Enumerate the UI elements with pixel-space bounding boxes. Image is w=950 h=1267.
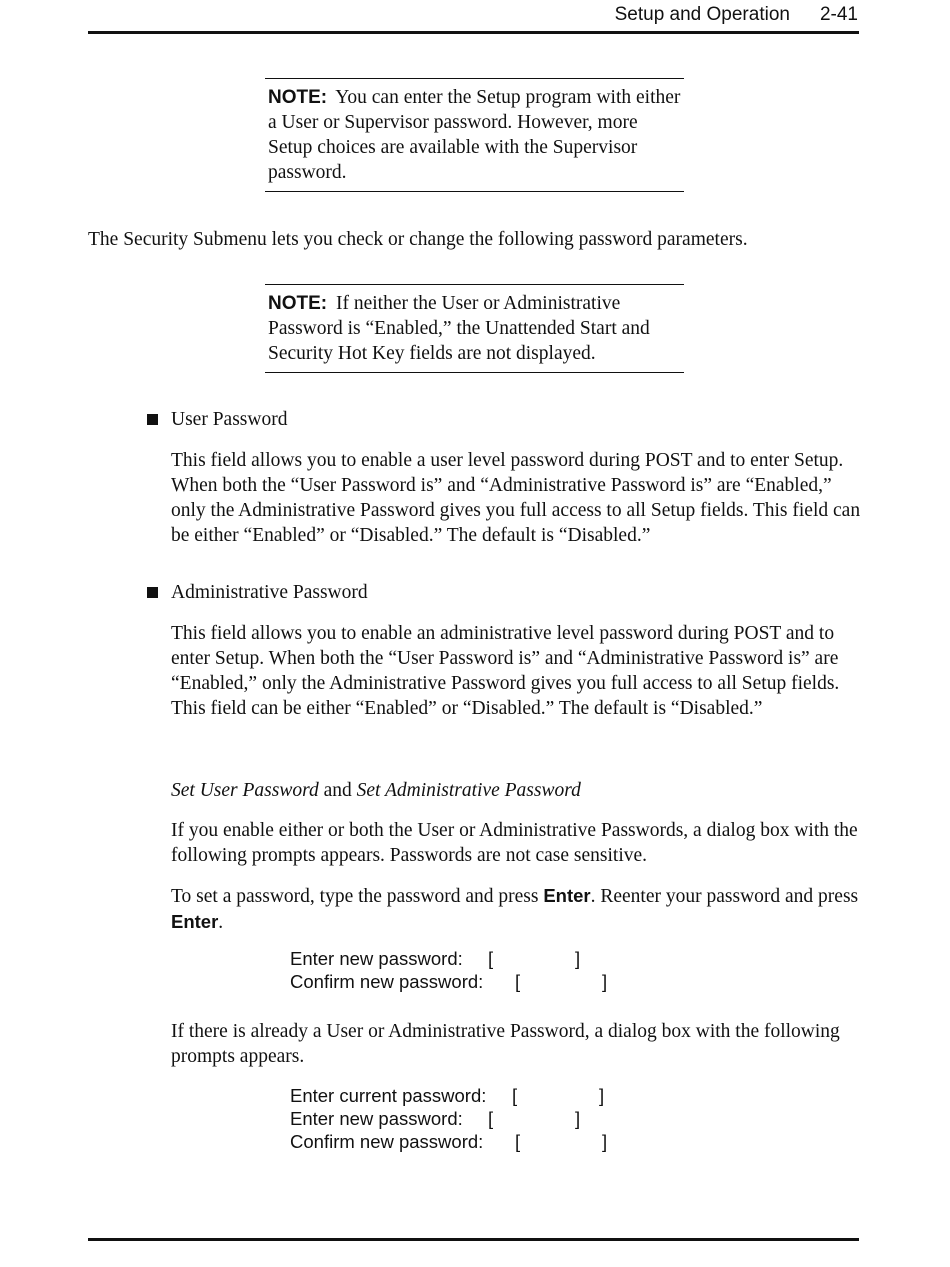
prompt-enter-new-password — [290, 947, 581, 970]
bullet-square-icon — [147, 587, 158, 598]
item-title-admin-password: Administrative Password — [171, 582, 368, 603]
prompt-bracket-close: ] — [602, 1131, 608, 1152]
intro-paragraph: The Security Submenu lets you check or change the following password parameters. — [88, 229, 748, 250]
prompt-bracket-open: [ — [488, 1108, 494, 1129]
set-password-heading — [171, 778, 581, 803]
bullet-square-icon — [147, 414, 158, 425]
para-enable-prompts: If you enable either or both the User or Administrative Passwords, a dialog box with the following prompts appears. Passwords are not case sensitive. — [171, 820, 858, 866]
para-set-password — [171, 883, 861, 935]
prompt-label: Confirm new password: — [290, 971, 484, 992]
note-box-supervisor — [265, 78, 684, 192]
footer-rule — [88, 1238, 859, 1241]
header-rule — [88, 31, 859, 34]
prompt-label: Enter new password: — [290, 1108, 463, 1129]
para-existing-password: If there is already a User or Administrative Password, a dialog box with the following prompts appears. — [171, 1021, 840, 1067]
prompt-confirm-new-password — [290, 970, 608, 993]
prompt-bracket-open: [ — [512, 1085, 518, 1106]
page-number: 2-41 — [819, 4, 858, 25]
prompt-enter-new-password — [290, 1107, 581, 1130]
item-title-user-password: User Password — [171, 409, 288, 430]
para-set-text1: To set a password, type the password and press — [171, 886, 539, 907]
note-text: You can enter the Setup program with either a User or Supervisor password. However, more Setup choices are available with the Supervisor password. — [268, 87, 681, 183]
prompt-label: Enter new password: — [290, 948, 463, 969]
enter-key-label: Enter — [171, 911, 219, 932]
para-set-text2: . Reenter your password and press — [590, 886, 859, 907]
prompt-enter-current-password — [290, 1084, 605, 1107]
prompt-confirm-new-password — [290, 1130, 608, 1153]
note-text: If neither the User or Administrative Password is “Enabled,” the Unattended Start and Security Hot Key fields are not displayed. — [268, 293, 650, 364]
prompt-label: Confirm new password: — [290, 1131, 484, 1152]
header-section-title: Setup and Operation — [614, 4, 790, 25]
enter-key-label: Enter — [543, 885, 591, 906]
page-header — [615, 3, 858, 27]
prompt-bracket-close: ] — [575, 1108, 581, 1129]
note-box-enabled — [265, 284, 684, 373]
heading-set-admin-password: Set Administrative Password — [356, 780, 581, 801]
prompt-bracket-open: [ — [515, 1131, 521, 1152]
item-body-user-password: This field allows you to enable a user level password during POST and to enter Setup. When both the “User Password is” and “Administrative Password is” are “Enabled,” only the Administrative Password gives you full access to all Setup fields. This field can be either “Enabled” or “Disabled.” The default is “Disabled.” — [171, 450, 861, 546]
note-label: NOTE: — [268, 293, 328, 314]
item-body-admin-password: This field allows you to enable an administrative level password during POST and to enter Setup. When both the “User Password is” and “Administrative Password is” are “Enabled,” only the Administrative Password gives you full access to all Setup fields. This field can be either “Enabled” or “Disabled.” The default is “Disabled.” — [171, 623, 840, 719]
prompt-bracket-close: ] — [575, 948, 581, 969]
heading-conjunction: and — [323, 780, 352, 801]
prompt-bracket-close: ] — [599, 1085, 605, 1106]
heading-set-user-password: Set User Password — [171, 780, 319, 801]
prompt-bracket-close: ] — [602, 971, 608, 992]
note-label: NOTE: — [268, 87, 328, 108]
prompt-label: Enter current password: — [290, 1085, 487, 1106]
para-set-text3: . — [218, 912, 224, 933]
prompt-bracket-open: [ — [488, 948, 494, 969]
prompt-bracket-open: [ — [515, 971, 521, 992]
